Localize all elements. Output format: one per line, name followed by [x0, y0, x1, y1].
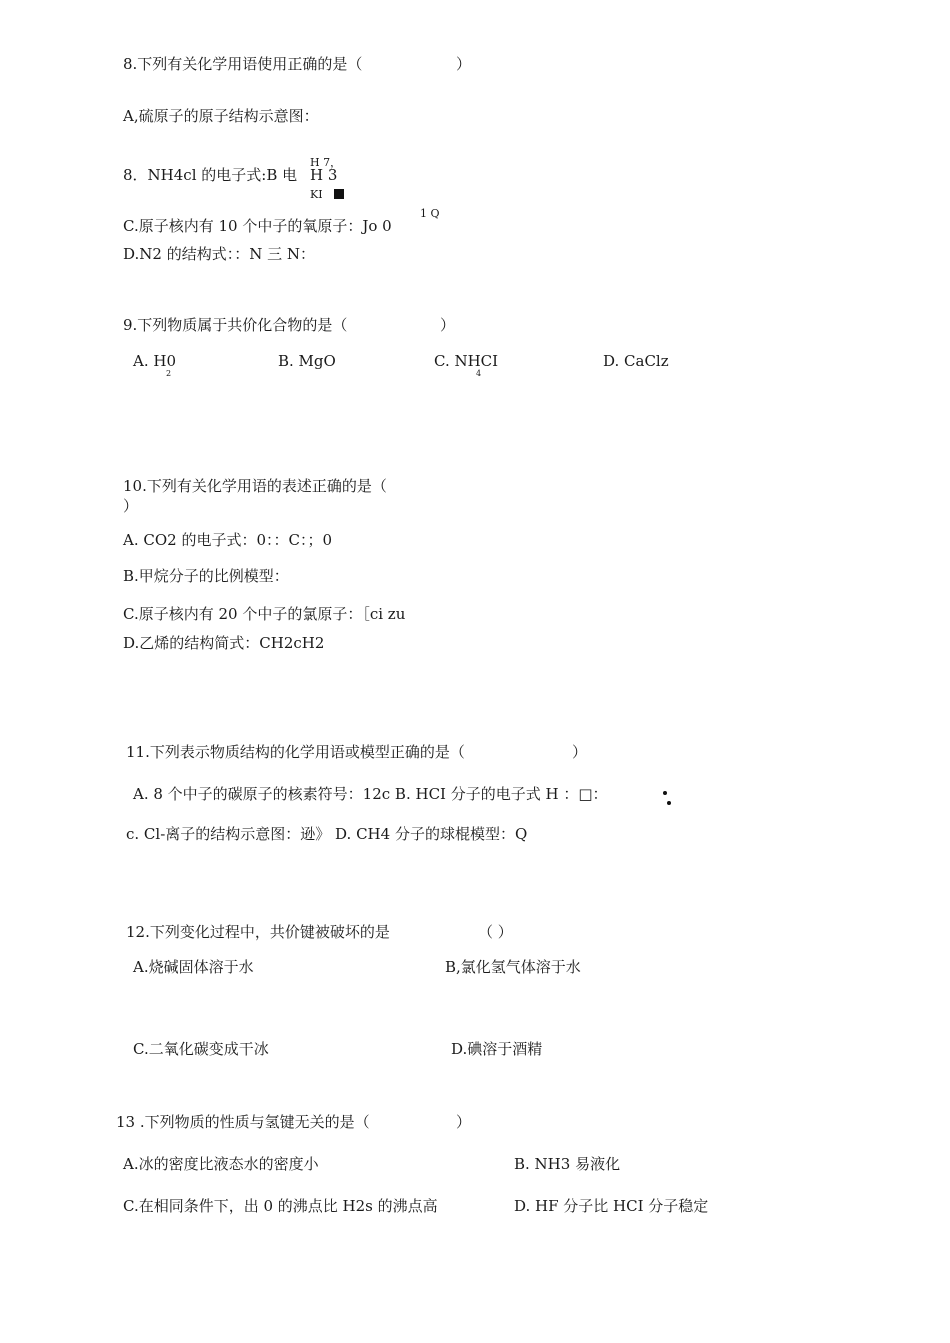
q9-option-a: A. H0 — [133, 352, 176, 370]
q8-option-c-sup: 1 Q — [420, 207, 440, 220]
electron-dot-icon — [667, 801, 671, 805]
q12-option-b: B,氯化氢气体溶于水 — [445, 958, 581, 976]
q11-options-cd: c. Cl-离子的结构示意图：逊》 D. CH4 分子的球棍模型：Q — [126, 825, 528, 843]
q9-option-c-sub: 4 — [476, 369, 482, 378]
q13-option-b: B. NH3 易液化 — [514, 1155, 621, 1173]
q12-option-a: A.烧碱固体溶于水 — [133, 958, 254, 976]
q8-option-b-ki: KI — [310, 188, 323, 201]
q10-option-a: A. CO2 的电子式：0：：C：；0 — [123, 531, 333, 549]
q13-paren-close: ） — [456, 1113, 472, 1131]
q11-stem: 11.下列表示物质结构的化学用语或模型正确的是（ — [126, 743, 465, 761]
q9-option-d: D. CaClz — [603, 352, 669, 370]
q8-paren-close: ） — [456, 55, 472, 73]
q10-option-d: D.乙烯的结构简式：CH2cH2 — [123, 634, 325, 652]
q12-option-c: C.二氧化碳变成干冰 — [133, 1040, 269, 1058]
q8-option-a: A,硫原子的原子结构示意图： — [123, 107, 319, 125]
filled-square-icon — [334, 189, 344, 199]
q8-option-c: C.原子核内有 10 个中子的氧原子：Jo 0 — [123, 217, 392, 235]
q11-paren-close: ） — [572, 743, 588, 761]
q12-option-d: D.碘溶于酒精 — [451, 1040, 543, 1058]
q13-stem: 13 .下列物质的性质与氢键无关的是（ — [116, 1113, 370, 1131]
q13-option-a: A.冰的密度比液态水的密度小 — [123, 1155, 319, 1173]
q10-paren-close: ） — [123, 497, 139, 515]
q9-option-b: B. MgO — [278, 352, 336, 370]
q10-option-b: B.甲烷分子的比例模型： — [123, 567, 289, 585]
q13-option-d: D. HF 分子比 HCI 分子稳定 — [514, 1197, 709, 1215]
q8-stem: 8.下列有关化学用语使用正确的是（ — [123, 55, 363, 73]
q9-stem: 9.下列物质属于共价化合物的是（ — [123, 316, 348, 334]
q11-options-ab: A. 8 个中子的碳原子的核素符号：12c B. HCI 分子的电子式 H ：□： — [133, 785, 608, 803]
q12-paren: （ ） — [478, 923, 513, 941]
q9-paren-close: ） — [440, 316, 456, 334]
q8-option-b-h-top: H 7， — [310, 156, 342, 169]
q10-option-c: C.原子核内有 20 个中子的氯原子：［ci zu — [123, 605, 406, 623]
q9-option-c: C. NHCI — [434, 352, 499, 370]
q8-option-b-h-mid: H 3 — [310, 166, 338, 184]
q8-option-d: D.N2 的结构式：：N 三 N： — [123, 245, 315, 263]
q8-option-b: 8．NH4cl 的电子式:B 电 — [123, 166, 298, 184]
q10-stem: 10.下列有关化学用语的表述正确的是（ — [123, 477, 387, 495]
q13-option-c: C.在相同条件下，出 0 的沸点比 H2s 的沸点高 — [123, 1197, 438, 1215]
electron-dot-icon — [663, 791, 667, 795]
q12-stem: 12.下列变化过程中，共价键被破坏的是 — [126, 923, 390, 941]
q9-option-a-sub: 2 — [166, 369, 172, 378]
